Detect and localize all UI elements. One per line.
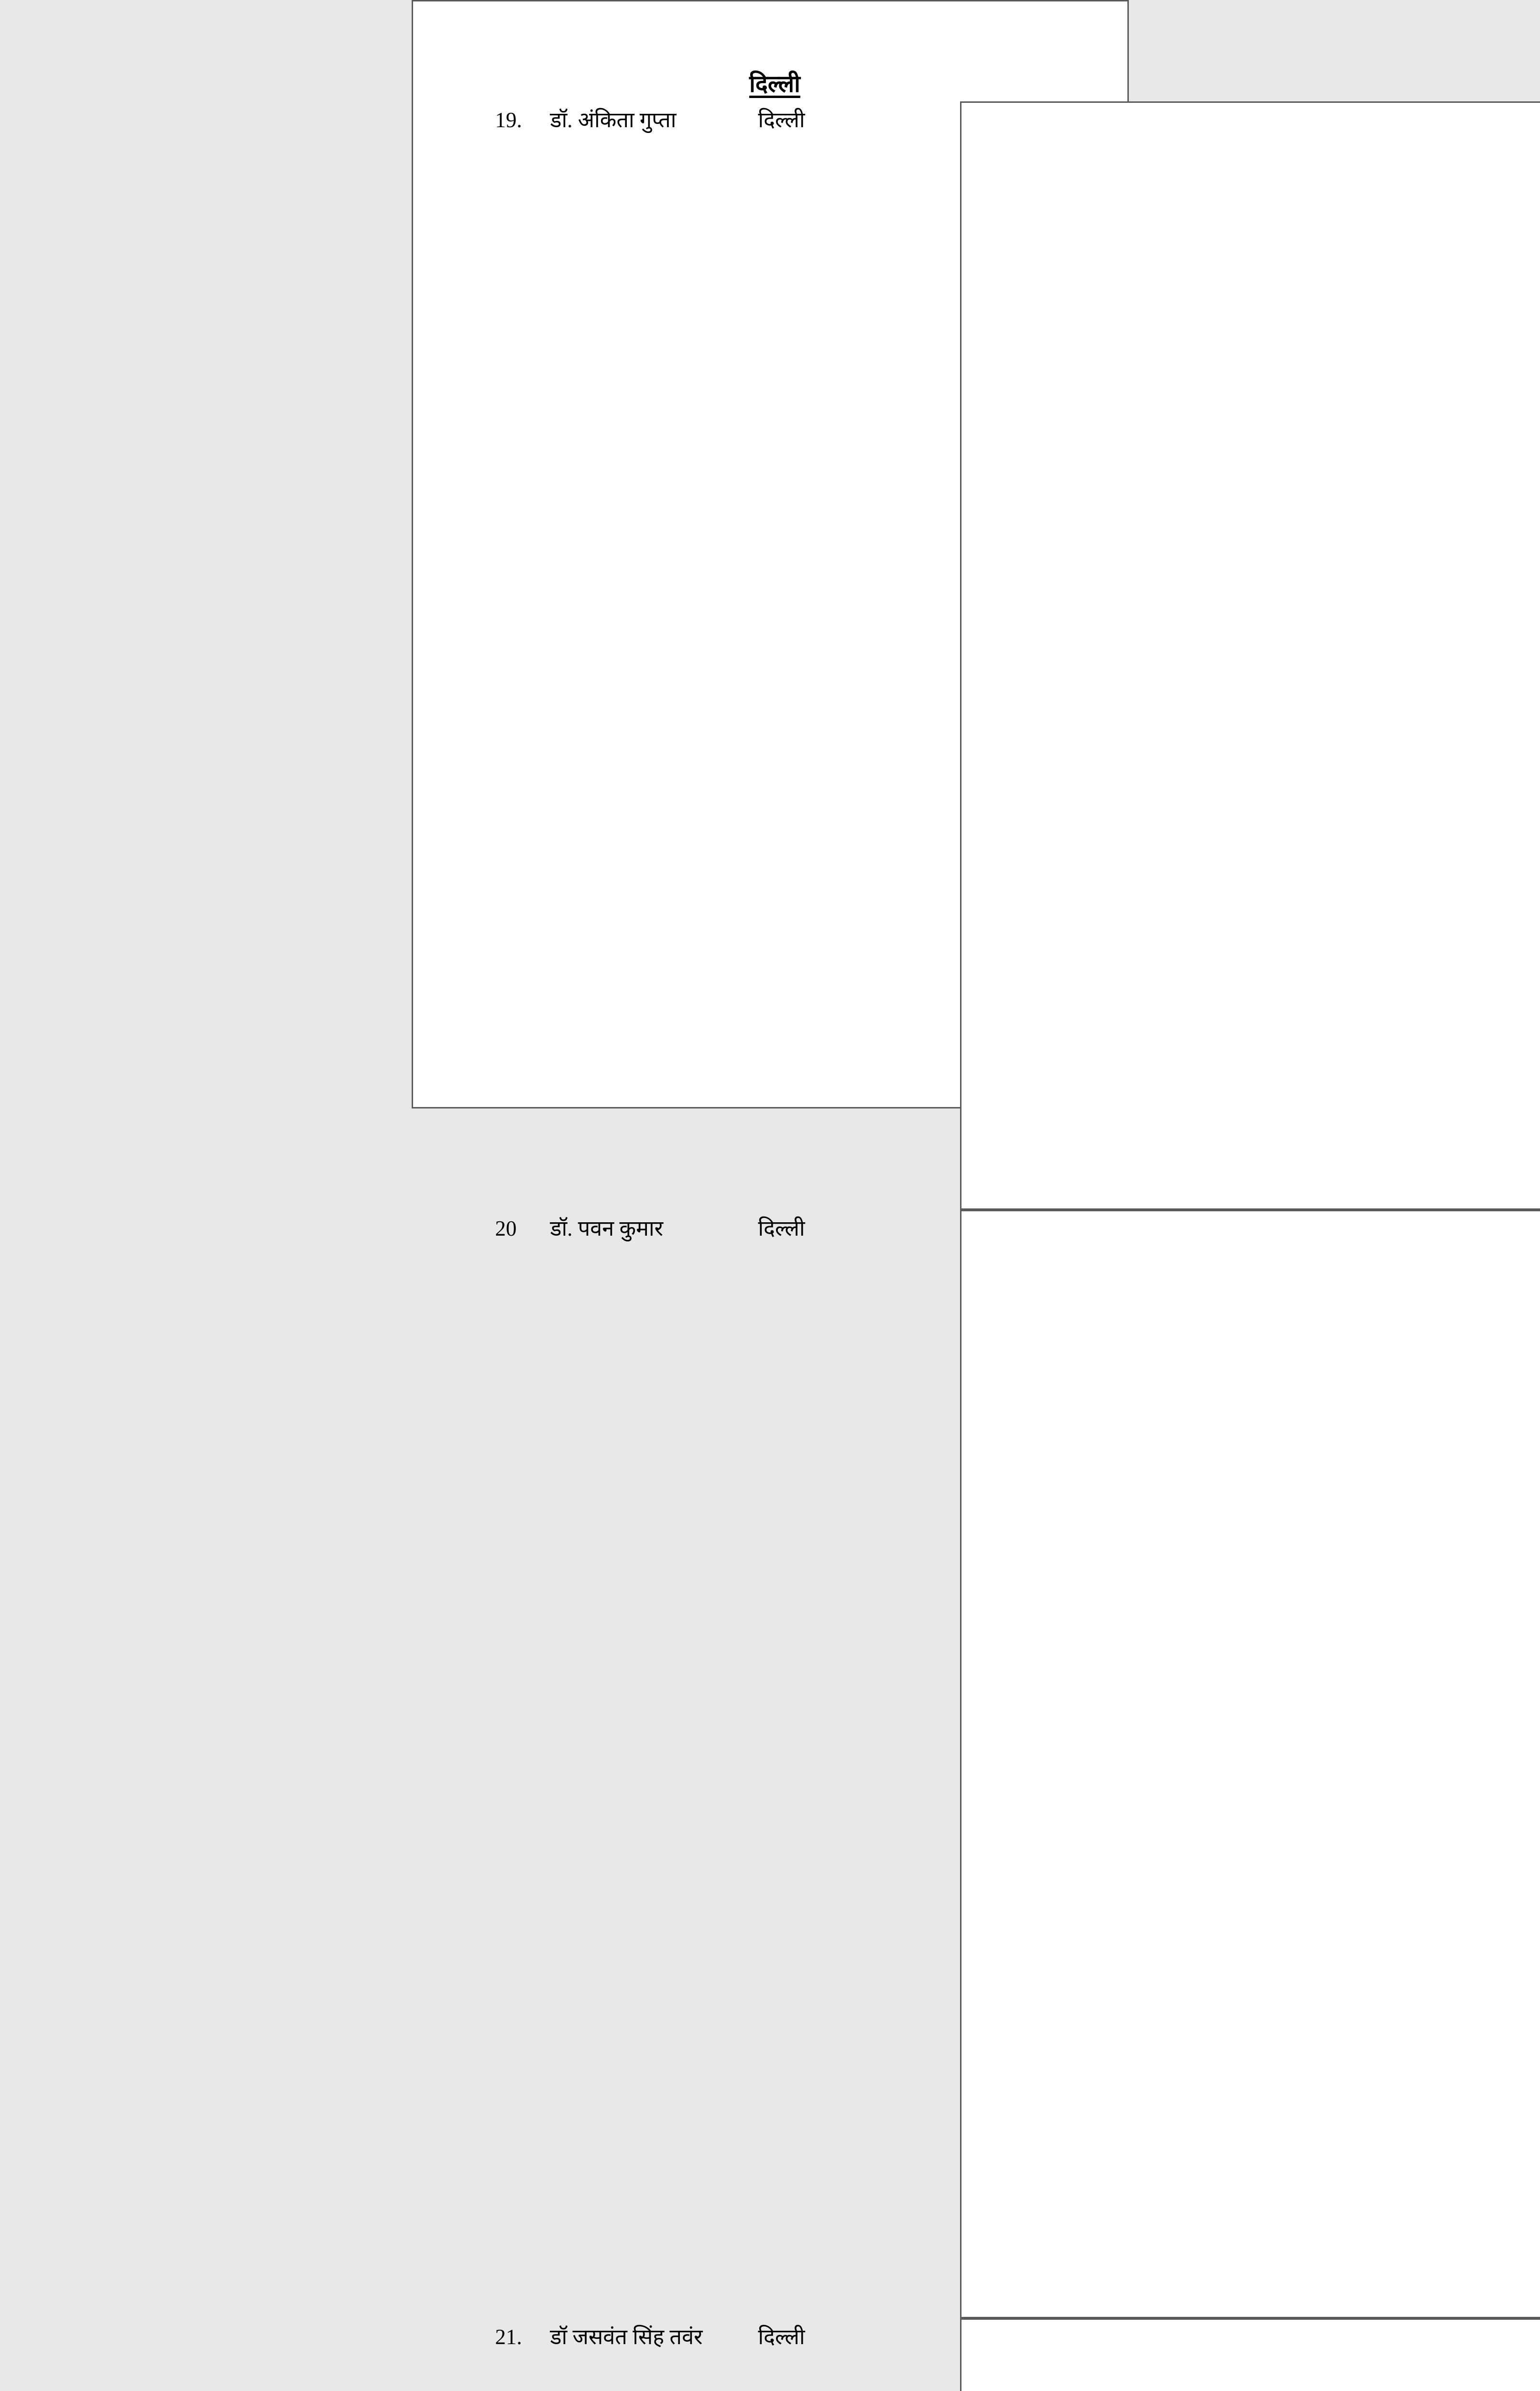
author-name: डॉ जसवंत सिंह तवंर [550, 2320, 758, 2355]
page-number [960, 1210, 1540, 2318]
author-name: डॉ. अंकिता गुप्ता [550, 103, 758, 138]
serial-number: 20 [495, 1211, 550, 1246]
page-number [960, 101, 1540, 1210]
serial-number: 19. [495, 103, 550, 138]
location: दिल्ली [758, 2320, 960, 2355]
page-number [960, 2318, 1540, 2391]
author-name: डॉ. पवन कुमार [550, 1211, 758, 1246]
toc-row [413, 2318, 1127, 2391]
toc-row [413, 1210, 1127, 2318]
location: दिल्ली [758, 103, 960, 138]
scanned-book-page [412, 0, 1129, 1108]
location: दिल्ली [758, 1211, 960, 1246]
section-heading: दिल्ली [418, 66, 1132, 101]
toc-content [413, 63, 1127, 2391]
serial-number: 21. [495, 2320, 550, 2355]
toc-row [413, 101, 1127, 1210]
